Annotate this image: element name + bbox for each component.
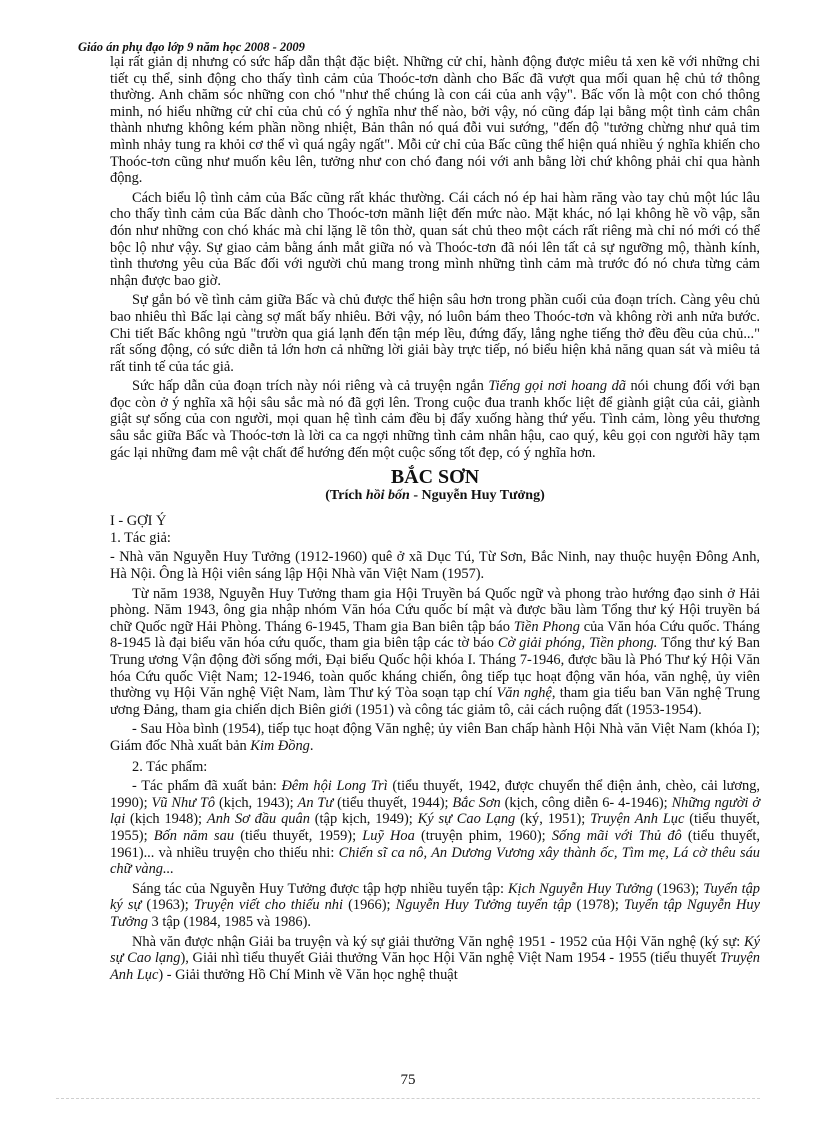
work-title: Chiến sĩ ca nô, An Dương Vương xây thành ốc, Tìm mẹ, Lá cờ thêu sáu chữ vàng...: [110, 844, 760, 878]
works-list-paragraph: [110, 778, 760, 878]
text-run: Nhà văn được nhận Giải ba truyện và ký sự giải thưởng Văn nghệ 1951 - 1952 của Hội Văn nghệ (ký sự:: [132, 933, 744, 950]
text-run: (truyện phim, 1960);: [414, 827, 552, 844]
text-run: (1963);: [652, 880, 704, 897]
text-run: ), Giải nhì tiểu thuyết Giải thưởng Văn học Hội Văn nghệ Việt Nam 1954 - 1955 (tiểu thuyết: [180, 950, 721, 967]
author-paragraph-3: - Sau Hòa bình (1954), tiếp tục hoạt động Văn nghệ; ủy viên Ban chấp hành Hội Nhà văn Việt Nam (khóa I); Giám đốc Nhà xuất bản Kim Đồng.: [110, 721, 760, 754]
page-header: Giáo án phụ đạo lớp 9 năm học 2008 - 2009: [78, 40, 305, 54]
text-run: (1978);: [571, 897, 624, 914]
work-title: Ký sự Cao Lạng: [417, 811, 516, 828]
text-run: (tập kịch, 1949);: [309, 811, 418, 828]
text-run: (ký, 1951);: [515, 811, 591, 828]
analysis-paragraph-3: Sự gắn bó về tình cảm giữa Bấc và chủ được thể hiện sâu hơn trong phần cuối của đoạn trích. Càng yêu chủ bao nhiêu thì Bấc lại càng sợ mất bấy nhiêu. Bởi vậy, nó luôn bám theo Thoóc-tơn và không rời anh nửa bước. Chi tiết Bấc không ngủ "trườn qua giá lạnh đến tận mép lều, đứng đấy, lắng nghe tiếng thở đều đều của chủ..." rất sống động, có sức diễn tả lớn hơn cả những lời giải bày trực tiếp, nó biểu hiện khả năng quan sát và miêu tả rất tinh tế của tác giả.: [110, 292, 760, 375]
text-run: Sáng tác của Nguyễn Huy Tưởng được tập hợp nhiều tuyển tập:: [132, 880, 508, 897]
text-run: - Tác phẩm đã xuất bản:: [132, 778, 282, 795]
text-run: 3 tập (1984, 1985 và 1986).: [147, 913, 312, 930]
work-title: Truyện viết cho thiếu nhi: [193, 897, 344, 914]
work-title: An Tư: [297, 794, 334, 811]
page-number: 75: [400, 1072, 416, 1088]
text-run: (tiểu thuyết, 1955);: [110, 811, 760, 844]
work-title: Tiếng gọi nơi hoang dã: [488, 378, 626, 395]
text-run: (tiểu thuyết, 1961)... và nhiều truyện cho thiếu nhi:: [110, 827, 761, 861]
work-title: Tuyển tập Nguyễn Huy Tưởng: [110, 897, 761, 930]
text-run: (1963);: [141, 897, 194, 914]
text-run: (kịch 1948);: [125, 811, 207, 828]
heading-author: 1. Tác giả:: [110, 529, 171, 546]
heading-works: 2. Tác phẩm:: [132, 758, 208, 775]
work-title: Vũ Như Tô: [151, 794, 216, 811]
section-title: BẮC SƠN: [390, 466, 480, 489]
work-title: Tuyển tập ký sự: [110, 880, 760, 914]
document-page: [78, 40, 761, 985]
analysis-paragraph-4: Sức hấp dẫn của đoạn trích này nói riêng và cả truyện ngắn Tiếng gọi nơi hoang dã nói chung đối với bạn đọc còn ở ý nghĩa xã hội sâu sắc mà nó đã gợi lên. Trong cuộc đua tranh khốc liệt để giành giật của cải, giành giật sự sống của con người, mọi quan hệ tình cảm đều bị đẩy xuống hàng thứ yếu. Tình cảm, lòng yêu thương sâu sắc giữa Bấc và Thoóc-tơn là lời ca ca ngợi những tình cảm nhân hậu, cao quý, kêu gọi con người hãy tạm gác lại những đam mê vật chất để hướng đến một cuộc sống tốt đẹp, có ý nghĩa hơn.: [110, 378, 760, 461]
work-title: Nguyễn Huy Tưởng tuyển tập: [395, 897, 572, 914]
work-title: Anh Sơ đầu quân: [206, 811, 310, 828]
text-run: (tiểu thuyết, 1959);: [234, 827, 363, 844]
text-run: (kịch, 1943);: [215, 794, 298, 811]
works-collections-paragraph: [110, 881, 760, 931]
heading-suggestions: I - GỢI Ý: [110, 513, 167, 530]
text-run: (kịch, công diễn 6- 4-1946);: [500, 794, 672, 811]
analysis-paragraph-2: Cách biểu lộ tình cảm của Bấc cũng rất khác thường. Cái cách nó ép hai hàm răng vào tay chủ một lúc lâu cho thấy tình cảm của Bấc dành cho Thoóc-tơn mãnh liệt đến mức nào. Mặt khác, nó lại không hề vồ vập, sẵn đón như những con chó khác mà chỉ lặng lẽ tôn thờ, quan sát chủ theo một cách rất riêng mà chỉ nó mới có thể bộc lộ như vậy. Sự giao cảm bằng ánh mắt giữa nó và Thoóc-tơn đã nói lên tất cả sự ngưỡng mộ, thành kính, tình thương yêu của Bấc đối với người chủ mang trong mình những tình cảm mà trước đó nó chưa từng cảm nhận được bao giờ.: [110, 189, 760, 289]
works-awards-paragraph: [110, 934, 760, 984]
work-title: Kịch Nguyễn Huy Tưởng: [507, 880, 653, 897]
text-run: (tiểu thuyết, 1942, được chuyển thể điện ảnh, chèo, cải lương, 1990);: [110, 778, 760, 811]
text-run: ) - Giải thưởng Hồ Chí Minh về Văn học nghệ thuật: [158, 966, 458, 983]
text-run: (tiểu thuyết, 1944);: [333, 794, 453, 811]
author-paragraph-2: Từ năm 1938, Nguyễn Huy Tưởng tham gia Hội Truyền bá Quốc ngữ và phong trào hướng đạo sinh ở Hải phòng. Năm 1943, ông gia nhập nhóm Văn hóa Cứu quốc bí mật và được bầu làm Tổng thư ký Hội truyền bá chữ Quốc ngữ Hải Phòng. Tháng 6-1945, Tham gia Ban biên tập báo Tiền Phong của Văn hóa Cứu quốc. Tháng 8-1945 là đại biểu văn hóa cứu quốc, tham gia biên tập các tờ báo Cờ giải phóng, Tiền phong. Tổng thư ký Ban Trung ương Vận động đời sống mới, Đại biểu Quốc hội khóa I. Tháng 7-1946, được bầu là Phó Thư ký Hội Văn hóa Cứu quốc Việt Nam; 12-1946, toàn quốc kháng chiến, ông tiếp tục hoạt động văn hóa, văn nghệ, ủy viên thường vụ Hội Văn nghệ Việt Nam, làm Thư ký Tòa soạn tạp chí Văn nghệ, tham gia tiểu ban Văn nghệ Trung ương Đảng, tham gia chiến dịch Biên giới (1951) và công tác giảm tô, cải cách ruộng đất (1953-1954).: [110, 585, 761, 718]
work-title: Bắc Sơn: [452, 794, 501, 811]
work-title: Truyện Anh Lục: [110, 950, 760, 983]
work-title: Ký sự Cao lạng: [110, 933, 760, 967]
work-title: Đêm hội Long Trì: [281, 778, 388, 795]
section-subtitle: (Trích hồi bốn - Nguyễn Huy Tưởng): [325, 488, 545, 504]
analysis-paragraph-1: lại rất giản dị nhưng có sức hấp dẫn thật đặc biệt. Những cử chỉ, hành động được miêu tả xen kẽ với những chi tiết cụ thể, sinh động cho thấy tình cảm của Thoóc-tơn dành cho Bấc đã vượt qua mối quan hệ chủ tớ thông thường. Anh chăm sóc những con chó "như thể chúng là con cái của anh vậy". Bấc vốn là một con chó thông minh, nó hiểu những cử chỉ của chủ có ý nghĩa như thế nào, bởi vậy, nó cũng đáp lại bằng một tình cảm chân thành nhưng không kém phần nồng nhiệt, Bản thân nó quá đỗi vui sướng, "đến độ "tưởng chừng như quả tim mình nhảy tung ra khỏi cơ thể vì quá ngây ngất". Mỗi cử chỉ của Bấc cũng thể hiện quá nhiều ý nghĩa khiến cho Thoóc-tơn cũng như muốn kêu lên, tưởng như con chó đang nói với anh bằng lời chứ không phải chỉ qua hành động.: [110, 54, 760, 187]
text-run: (1966);: [343, 897, 396, 914]
work-title: Bốn năm sau: [153, 827, 235, 844]
work-title: Luỹ Hoa: [362, 827, 415, 844]
work-title: Truyện Anh Lục: [590, 811, 685, 828]
page-footer-rule: [56, 1098, 760, 1099]
author-paragraph-1: - Nhà văn Nguyễn Huy Tưởng (1912-1960) quê ở xã Dục Tú, Từ Sơn, Bắc Ninh, nay thuộc huyện Đông Anh, Hà Nội. Ông là Hội viên sáng lập Hội Nhà văn Việt Nam (1957).: [110, 549, 760, 583]
work-title: Những người ở lại: [110, 794, 761, 828]
work-title: Sống mãi với Thủ đô: [551, 827, 682, 844]
